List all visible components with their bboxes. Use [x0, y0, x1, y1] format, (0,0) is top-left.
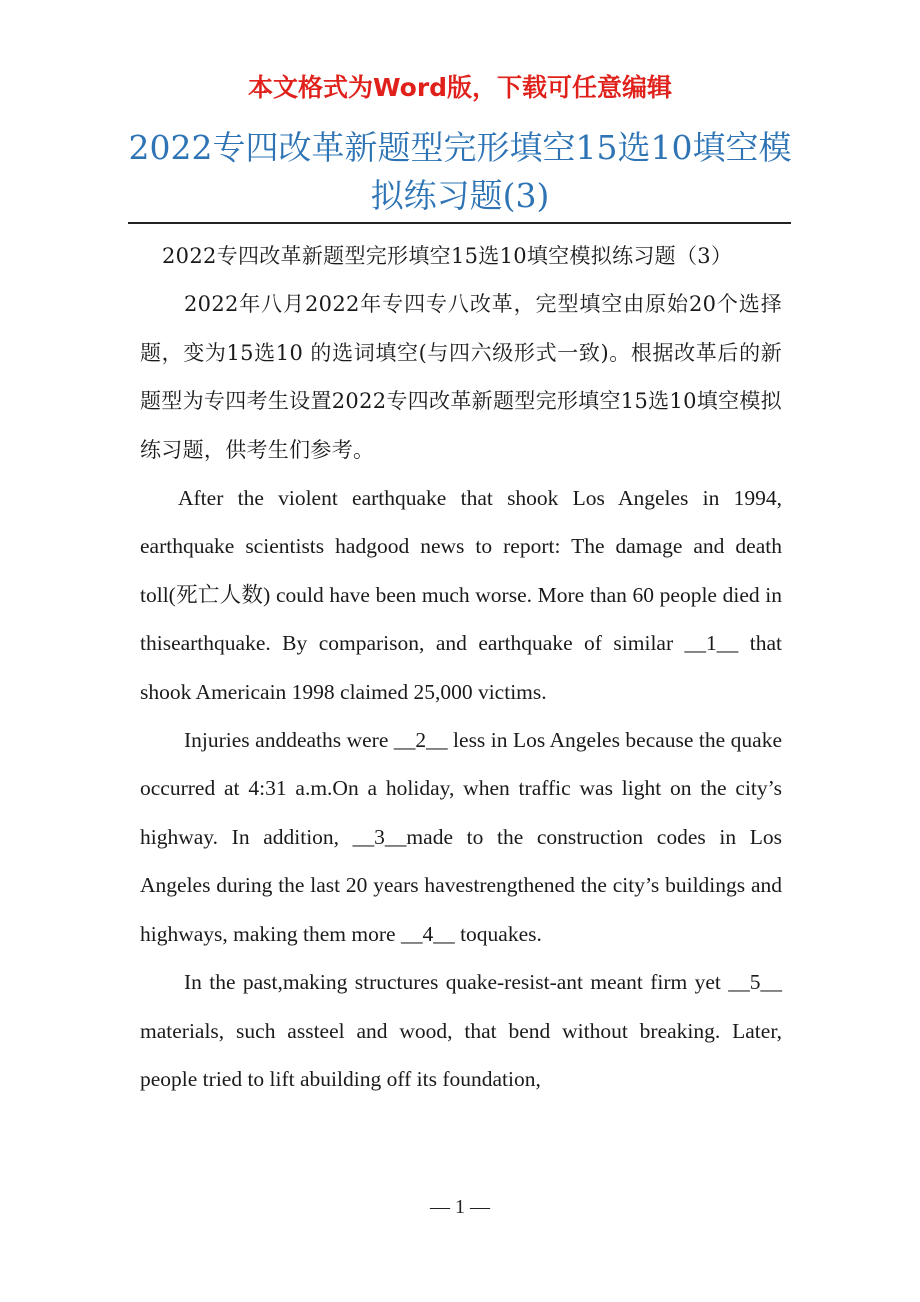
paragraph-passage-1: After the violent earthquake that shook Los Angeles in 1994, earthquake scientists hadgood news to report: The damage and death toll(死亡人数) could have been much worse. More than 60 people died in thisearthquake. By comparison, and earthquake of similar __1__ that shook Americain 1998 claimed 25,000 victims. — [140, 486, 782, 704]
document-body — [140, 232, 782, 1103]
paragraph-passage-3: In the past,making structures quake-resist-ant meant firm yet __5__ materials, such assteel and wood, that bend without breaking. Later, people tried to lift abuilding off its foundation, — [140, 970, 782, 1091]
page-number: — 1 — — [430, 1196, 490, 1218]
title-divider — [128, 222, 791, 224]
paragraph-intro: 2022年八月2022年专四专八改革，完型填空由原始20个选择题，变为15选10 的选词填空(与四六级形式一致)。根据改革后的新题型为专四考生设置2022专四改革新题型完形填空15选10填空模拟练习题，供考生们参考。 — [140, 292, 782, 462]
paragraph-heading: 2022专四改革新题型完形填空15选10填空模拟练习题（3） — [162, 244, 733, 268]
paragraph-passage-2: Injuries anddeaths were __2__ less in Los Angeles because the quake occurred at 4:31 a.m.On a holiday, when traffic was light on the city’s highway. In addition, __3__made to the construction codes in Los Angeles during the last 20 years havestrengthened the city’s buildings and highways, making them more __4__ toquakes. — [140, 728, 782, 946]
download-notice: 本文格式为Word版，下载可任意编辑 — [247, 73, 673, 102]
document-title: 2022专四改革新题型完形填空15选10填空模拟练习题(3) — [128, 128, 792, 215]
